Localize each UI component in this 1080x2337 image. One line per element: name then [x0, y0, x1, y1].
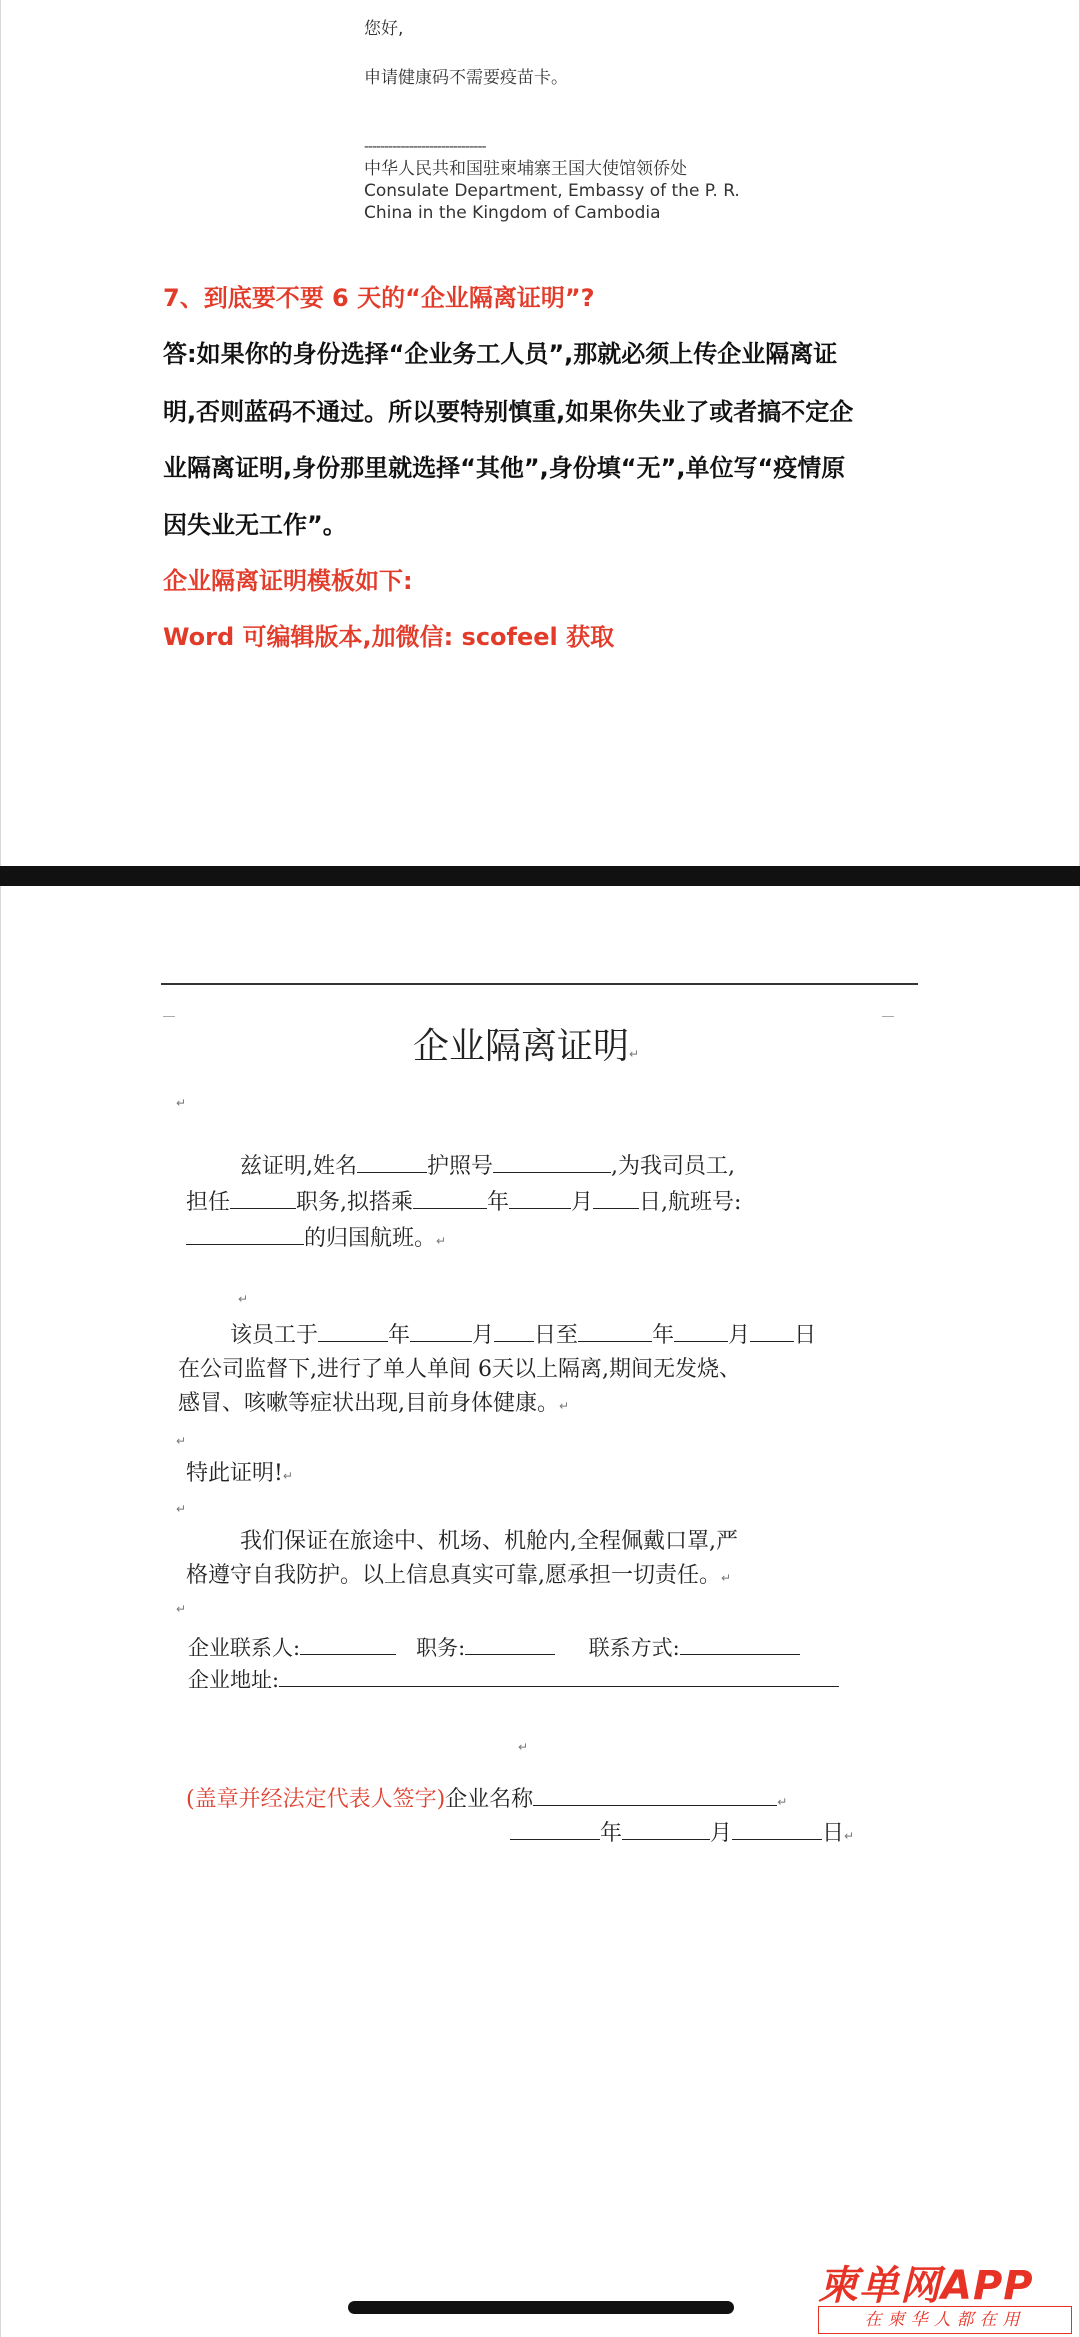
cert-p1-line1: 兹证明,姓名 护照号 ,为我司员工, [240, 1149, 735, 1180]
cert-p1-line2: 担任 职务,拟搭乘 年 月 日,航班号: [186, 1185, 741, 1216]
answer-line-3: 业隔离证明,身份那里就选择“其他”,身份填“无”,单位写“疫情原 [163, 454, 846, 482]
return-mark: ↵ [629, 1047, 640, 1061]
return-mark: ↵ [844, 1829, 855, 1843]
cert-p2-line1: 该员工于 年 月 日至 年 月 日 [230, 1318, 816, 1349]
email-body: 申请健康码不需要疫苗卡。 [364, 68, 568, 88]
cert-p2-line2: 在公司监督下,进行了单人单间 6天以上隔离,期间无发烧、 [178, 1357, 741, 1382]
corner-mark-right [882, 1016, 894, 1017]
email-greeting: 您好, [364, 19, 404, 39]
email-signature-en-1: Consulate Department, Embassy of the P. R. [364, 181, 740, 201]
home-indicator[interactable] [348, 2301, 734, 2314]
cert-p4-line2: 格遵守自我防护。以上信息真实可靠,愿承担一切责任。↵ [186, 1563, 732, 1588]
question-heading: 7、到底要不要 6 天的“企业隔离证明”? [163, 284, 595, 312]
answer-line-1: 答:如果你的身份选择“企业务工人员”,那就必须上传企业隔离证 [163, 340, 838, 368]
cert-contact-row: 企业联系人: 职务: 联系方式: [188, 1632, 800, 1662]
return-mark: ↵ [518, 1740, 529, 1754]
brand-logo [818, 2254, 1034, 2330]
wechat-line: Word 可编辑版本,加微信: scofeel 获取 [163, 623, 615, 651]
email-signature-en-2: China in the Kingdom of Cambodia [364, 203, 661, 223]
page-edge-left [0, 0, 1, 2337]
certificate-header-rule [161, 983, 918, 985]
logo-slogan: 在柬华人都在用 [818, 2306, 1072, 2334]
logo-text: 柬单网APP [818, 2263, 1034, 2309]
return-mark: ↵ [721, 1571, 732, 1585]
email-separator: ------------------------------ [364, 139, 486, 155]
cert-date-row: 年 月 日↵ [510, 1816, 854, 1847]
cert-p4-line1: 我们保证在旅途中、机场、机舱内,全程佩戴口罩,严 [240, 1529, 738, 1554]
return-mark: ↵ [176, 1602, 187, 1616]
return-mark: ↵ [436, 1234, 447, 1248]
return-mark: ↵ [176, 1502, 187, 1516]
return-mark: ↵ [282, 1469, 293, 1483]
corner-mark-left [163, 1016, 175, 1017]
return-mark: ↵ [777, 1795, 788, 1809]
email-signature-cn: 中华人民共和国驻柬埔寨王国大使馆领侨处 [364, 159, 687, 179]
cert-p3: 特此证明!↵ [186, 1461, 293, 1486]
cert-address-row: 企业地址: [188, 1664, 839, 1694]
return-mark: ↵ [559, 1399, 570, 1413]
answer-line-2: 明,否则蓝码不通过。所以要特别慎重,如果你失业了或者搞不定企 [163, 398, 854, 426]
certificate-title: 企业隔离证明↵ [413, 1026, 640, 1067]
answer-line-4: 因失业无工作”。 [163, 511, 347, 539]
cert-p2-line3: 感冒、咳嗽等症状出现,目前身体健康。↵ [178, 1391, 570, 1416]
section-divider [0, 866, 1080, 886]
return-mark: ↵ [176, 1434, 187, 1448]
return-mark: ↵ [176, 1096, 187, 1110]
cert-seal-row: (盖章并经法定代表人签字)企业名称 ↵ [186, 1782, 787, 1813]
template-label: 企业隔离证明模板如下: [163, 567, 413, 595]
return-mark: ↵ [238, 1292, 249, 1306]
cert-p1-line3: 的归国航班。↵ [186, 1221, 446, 1252]
